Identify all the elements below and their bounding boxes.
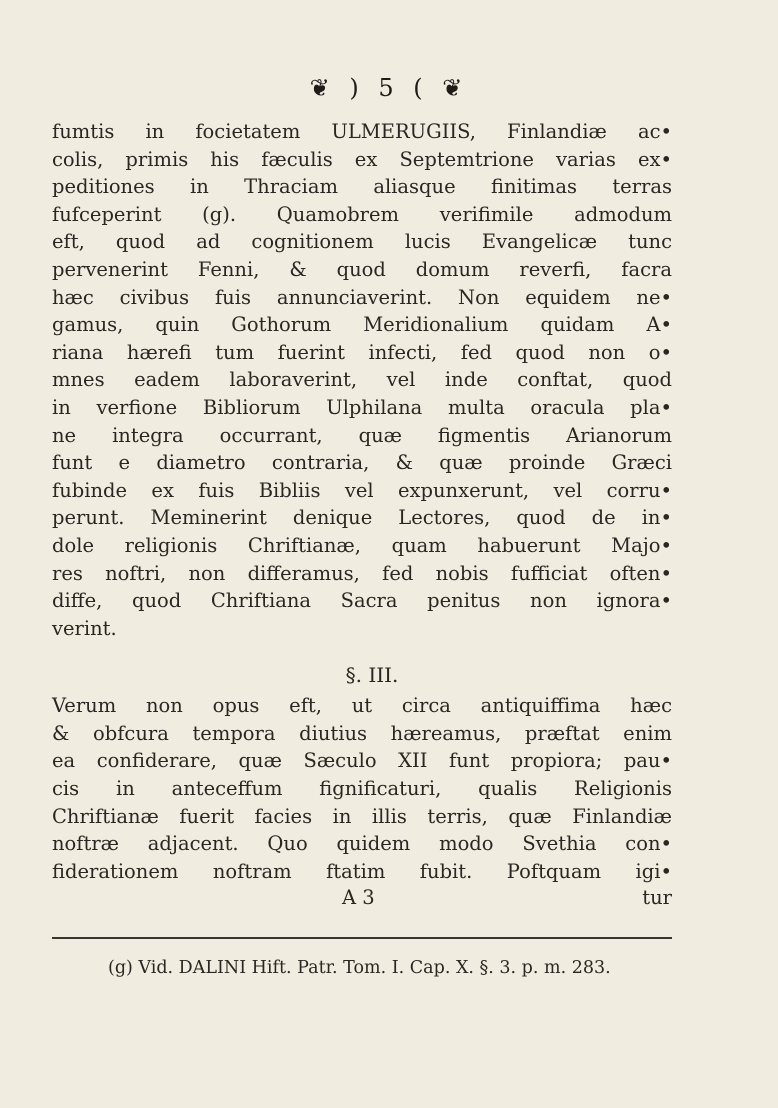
text-line: verint. [52,616,117,640]
signature-mark: A 3 [342,886,375,910]
text-line: riana hærefi tum fuerint infecti, fed quod non o• [52,340,672,364]
text-line: & obfcura tempora diutius hæreamus, præftat enim [52,721,672,745]
text-line: in verfione Bibliorum Ulphilana multa oracula pla• [52,395,672,419]
text-line: perunt. Meminerint denique Lectores, quod de in• [52,506,672,530]
text-line: ea confiderare, quæ Sæculo XII funt propiora; pau• [52,749,672,773]
text-line: hæc civibus fuis annunciaverint. Non equidem ne• [52,285,672,309]
text-line: noftræ adjacent. Quo quidem modo Svethia con• [52,832,672,856]
text-line: eft, quod ad cognitionem lucis Evangelicæ tunc [52,230,672,254]
text-line: gamus, quin Gothorum Meridionalium quidam A• [52,313,672,337]
catchline [52,885,672,911]
running-head: ❦ ) 5 ( ❦ [309,74,469,102]
text-line: res noftri, non differamus, fed nobis fufficiat often• [52,561,672,585]
text-line: fumtis in focietatem ULMERUGIIS, Finlandiæ ac• [52,120,672,143]
text-line: diffe, quod Chriftiana Sacra penitus non ignora• [52,589,672,613]
text-line: colis, primis his fæculis ex Septemtrione varias ex• [52,147,672,171]
text-line: pervenerint Fenni, & quod domum reverfi, facra [52,257,672,281]
text-line: mnes eadem laboraverint, vel inde conftat, quod [52,368,672,392]
footnote: (g) Vid. DALINI Hift. Patr. Tom. I. Cap. X. §. 3. p. m. 283. [108,958,611,978]
text-line: cis in anteceffum fignificaturi, qualis Religionis [52,777,672,801]
main-text [52,118,672,911]
text-line: Chriftianæ fuerit facies in illis terris, quæ Finlandiæ [52,804,672,828]
text-line: funt e diametro contraria, & quæ proinde Græci [52,451,672,475]
body-paragraph [52,118,672,642]
text-line: peditiones in Thraciam aliasque finitimas terras [52,175,672,199]
text-line: Verum non opus eft, ut circa antiquiffima hæc [52,694,672,718]
text-line: dole religionis Chriftianæ, quam habuerunt Majo• [52,533,672,557]
footnote-rule [52,937,672,939]
catchword: tur [642,886,672,910]
text-line: ne integra occurrant, quæ figmentis Arianorum [52,423,672,447]
text-line: fubinde ex fuis Bibliis vel expunxerunt, vel corru• [52,478,672,502]
text-line: fufceperint (g). Quamobrem verifimile admodum [52,202,672,226]
section-paragraph [52,692,672,885]
text-line: fiderationem noftram ftatim fubit. Poftquam igi• [52,859,672,883]
section-heading: §. III. [345,663,399,688]
